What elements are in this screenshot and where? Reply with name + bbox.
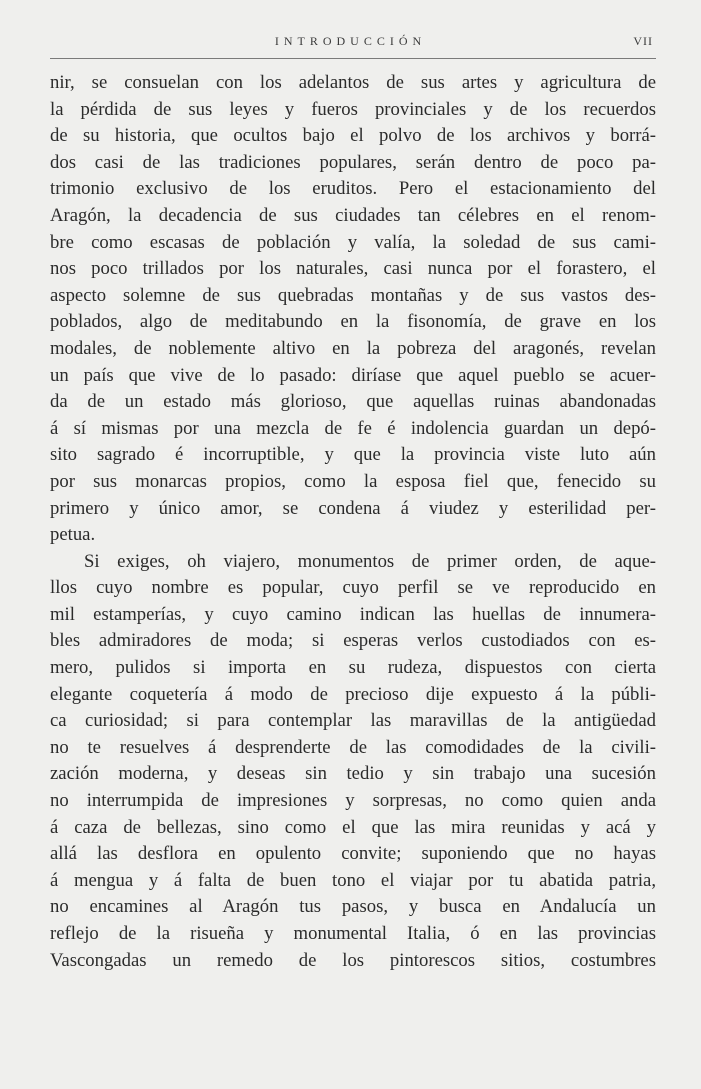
text-line: Aragón, la decadencia de sus ciudades tan célebres en el renom- — [50, 204, 656, 226]
text-line: no te resuelves á desprenderte de las comodidades de la civili- — [50, 736, 656, 758]
running-head-title: INTRODUCCIÓN — [274, 34, 427, 48]
text-line: modales, de noblemente altivo en la pobreza del aragonés, revelan — [50, 337, 656, 359]
text-line: por sus monarcas propios, como la esposa fiel que, fenecido su — [50, 470, 656, 492]
text-line: á sí mismas por una mezcla de fe é indolencia guardan un depó- — [50, 417, 656, 439]
text-line: zación moderna, y deseas sin tedio y sin trabajo una sucesión — [50, 763, 656, 785]
text-line: de su historia, que ocultos bajo el polvo de los archivos y borrá- — [50, 125, 656, 147]
text-line: no interrumpida de impresiones y sorpresas, no como quien anda — [50, 790, 656, 812]
text-line: reflejo de la risueña y monumental Italia, ó en las provincias — [50, 923, 656, 944]
text-line: elegante coquetería á modo de precioso dije expuesto á la públi- — [50, 683, 656, 705]
text-line: sito sagrado é incorruptible, y que la provincia viste luto aún — [50, 444, 656, 466]
text-line: trimonio exclusivo de los eruditos. Pero el estacionamiento del — [50, 178, 656, 200]
header-rule — [50, 58, 656, 59]
text-line: nir, se consuelan con los adelantos de sus artes y agricultura de — [50, 72, 656, 93]
text-line: allá las desflora en opulento convite; suponiendo que no hayas — [50, 843, 656, 865]
text-line: da de un estado más glorioso, que aquellas ruinas abandonadas — [50, 391, 656, 413]
text-line: Vascongadas un remedo de los pintorescos sitios, costumbres — [50, 949, 656, 971]
text-line: mero, pulidos si importa en su rudeza, dispuestos con cierta — [50, 657, 656, 679]
text-line: poblados, algo de meditabundo en la fisonomía, de grave en los — [50, 311, 656, 333]
text-line: la pérdida de sus leyes y fueros provinciales y de los recuerdos — [50, 98, 656, 120]
page-number: VII — [633, 34, 653, 48]
text-line: aspecto solemne de sus quebradas montañas y de sus vastos des- — [50, 284, 656, 306]
text-line: á mengua y á falta de buen tono el viajar por tu abatida patria, — [50, 869, 656, 891]
text-line: mil estamperías, y cuyo camino indican las huellas de innumera- — [50, 603, 656, 625]
text-line: dos casi de las tradiciones populares, serán dentro de poco pa- — [50, 151, 656, 173]
text-line: bles admiradores de moda; si esperas verlos custodiados con es- — [50, 630, 656, 652]
text-line: petua. — [50, 524, 96, 546]
text-line: un país que vive de lo pasado: diríase que aquel pueblo se acuer- — [50, 364, 656, 386]
text-line: á caza de bellezas, sino como el que las mira reunidas y acá y — [50, 816, 656, 838]
running-head — [0, 34, 701, 54]
text-line: llos cuyo nombre es popular, cuyo perfil se ve reproducido en — [50, 577, 656, 599]
text-line: nos poco trillados por los naturales, casi nunca por el forastero, el — [50, 258, 656, 280]
text-line: bre como escasas de población y valía, la soledad de sus cami- — [50, 231, 656, 253]
text-line: no encamines al Aragón tus pasos, y busca en Andalucía un — [50, 896, 656, 918]
body-text — [50, 70, 656, 974]
text-line: ca curiosidad; si para contemplar las maravillas de la antigüedad — [50, 710, 656, 732]
paragraph-start-line: Si exiges, oh viajero, monumentos de primer orden, de aque- — [84, 550, 656, 572]
text-line: primero y único amor, se condena á viudez y esterilidad per- — [50, 497, 656, 519]
